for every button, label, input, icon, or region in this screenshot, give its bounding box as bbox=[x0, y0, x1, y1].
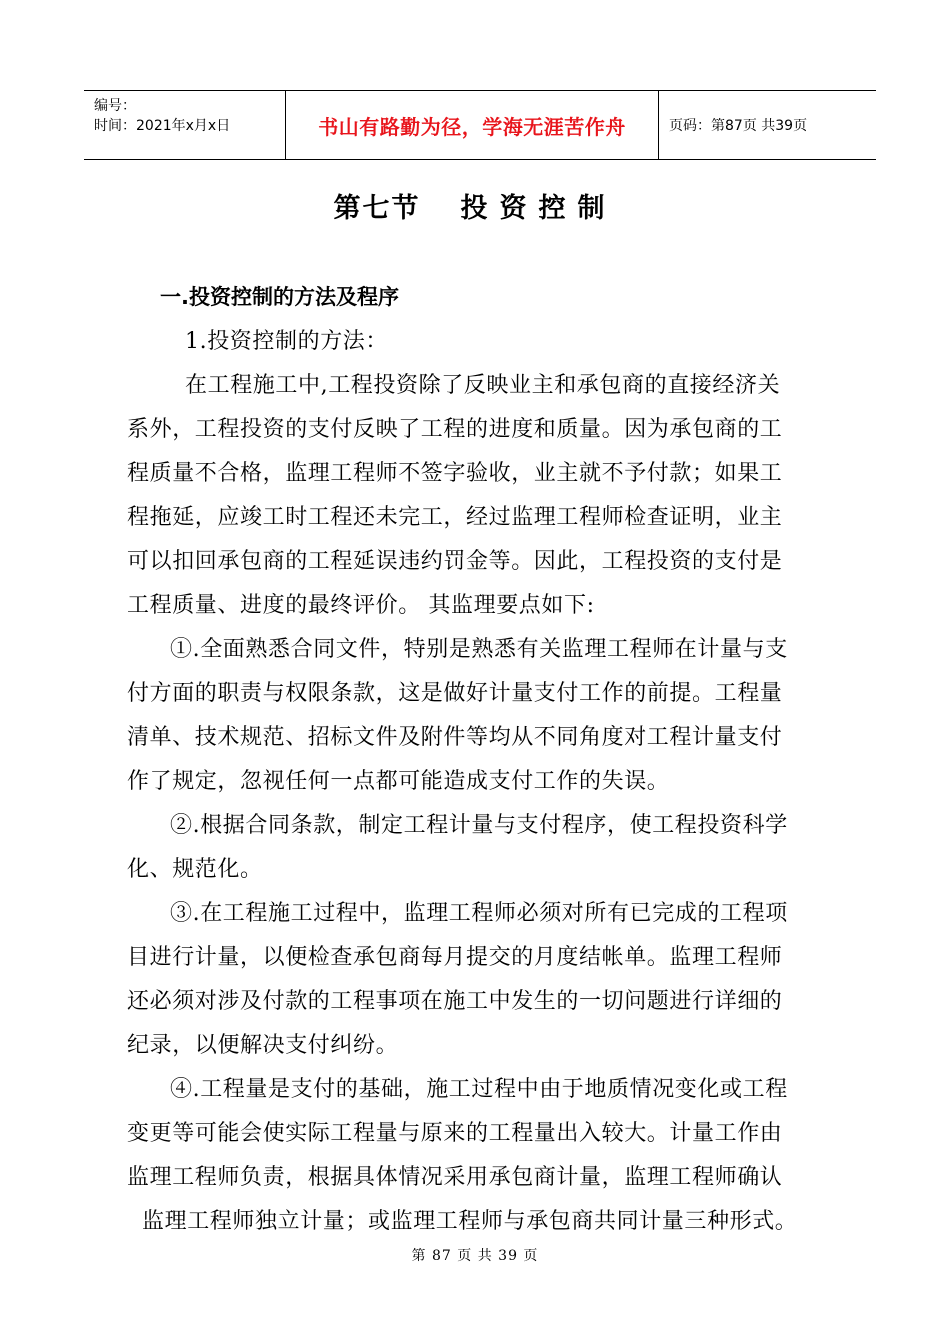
header-motto: 书山有路勤为径，学海无涯苦作舟 bbox=[286, 91, 659, 159]
header-page-info: 页码：第87页 共39页 bbox=[669, 118, 808, 134]
paragraph-line: 工程质量、进度的最终评价。 其监理要点如下: bbox=[127, 593, 595, 618]
paragraph-line: 目进行计量，以便检查承包商每月提交的月度结帐单。监理工程师 bbox=[127, 945, 783, 970]
section-topic: 投资控制 bbox=[460, 193, 617, 224]
paragraph-line: 程拖延，应竣工时工程还未完工，经过监理工程师检查证明，业主 bbox=[127, 505, 783, 530]
paragraph-line: 作了规定，忽视任何一点都可能造成支付工作的失误。 bbox=[127, 769, 670, 794]
paragraph-line: 付方面的职责与权限条款，这是做好计量支付工作的前提。工程量 bbox=[127, 681, 783, 706]
paragraph-line: ④.工程量是支付的基础，施工过程中由于地质情况变化或工程 bbox=[170, 1077, 788, 1102]
paragraph-line: 纪录，以便解决支付纠纷。 bbox=[127, 1033, 399, 1058]
paragraph-line: 还必须对涉及付款的工程事项在施工中发生的一切问题进行详细的 bbox=[127, 989, 783, 1014]
paragraph-line: 在工程施工中,工程投资除了反映业主和承包商的直接经济关 bbox=[185, 373, 781, 398]
paragraph-line: ③.在工程施工过程中，监理工程师必须对所有已完成的工程项 bbox=[170, 901, 788, 926]
paragraph-line: ①.全面熟悉合同文件，特别是熟悉有关监理工程师在计量与支 bbox=[170, 637, 788, 662]
paragraph-line: 化、规范化。 bbox=[127, 857, 263, 882]
paragraph-line: 程质量不合格，监理工程师不签字验收，业主就不予付款；如果工 bbox=[127, 461, 783, 486]
paragraph-line: 清单、技术规范、招标文件及附件等均从不同角度对工程计量支付 bbox=[127, 725, 783, 750]
page-footer: 第 87 页 共 39 页 bbox=[411, 1248, 539, 1264]
paragraph-line: 监理工程师负责，根据具体情况采用承包商计量，监理工程师确认 bbox=[127, 1165, 783, 1190]
heading-1: 一.投资控制的方法及程序 bbox=[160, 285, 399, 309]
paragraph-line: 变更等可能会使实际工程量与原来的工程量出入较大。计量工作由 bbox=[127, 1121, 783, 1146]
section-title bbox=[0, 186, 950, 225]
section-number: 第七节 bbox=[333, 193, 421, 224]
paragraph-line: 系外，工程投资的支付反映了工程的进度和质量。因为承包商的工 bbox=[127, 417, 783, 442]
paragraph-line: 可以扣回承包商的工程延误违约罚金等。因此，工程投资的支付是 bbox=[127, 549, 783, 574]
serial-label: 编号： bbox=[94, 98, 136, 114]
paragraph-line: ②.根据合同条款，制定工程计量与支付程序，使工程投资科学 bbox=[170, 813, 788, 838]
body-text bbox=[127, 320, 832, 1244]
paragraph-line: 监理工程师独立计量；或监理工程师与承包商共同计量三种形式。 bbox=[142, 1209, 798, 1234]
page-header bbox=[84, 90, 876, 160]
subheading-1: 1.投资控制的方法： bbox=[185, 329, 388, 354]
time-label: 时间：2021年x月x日 bbox=[94, 118, 231, 134]
header-meta bbox=[84, 91, 286, 159]
